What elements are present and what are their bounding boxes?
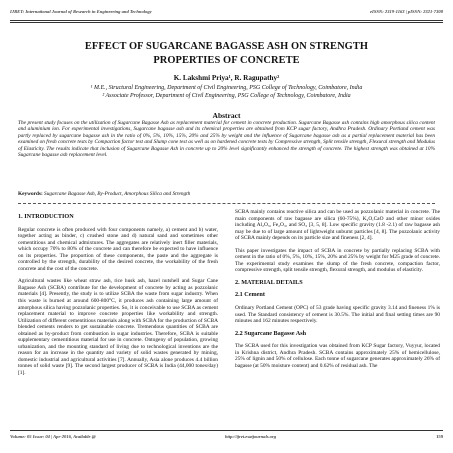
keywords-label: Keywords: bbox=[18, 191, 43, 197]
intro-paragraph-2: Agricultural wastes like wheat straw ash, rice husk ash, hazel nutshell and Sugar Cane Bagasse Ash (SCBA) contribute for the development of concrete by acting as pozzolanic materials [4]. Presently, the study is to utilize SCBA the waste from sugar industry. When this waste is burned at around 600-800°C, it produces ash containing large amount of amorphous silica having pozzolanic properties. So, it is conceivable to use SCBA as cement replacement material to improve concrete properties like workability and strength. Utilization of different cementitious materials along with SCBA for the production of SCBA blended cements renders to get sustainable concrete. Tremendous quantities of SCBA are obtained as by-product from combustion in sugar industries. Therefore, SCBA is suitable supplementary cementitious material for use in concrete. Ontogeny of population, growing urbanization, and the mounting standard of living due to technological inventions are the reason for an increase in the quantity and variety of solid wastes generated by mining, domestic industrial and agricultural activities [7]. Annually, Asia alone produces 4.4 billion tonnes of solid waste [9]. The second largest producer of SCBA is India (44,000 tones/day) [1]. bbox=[18, 278, 218, 377]
left-column bbox=[18, 212, 218, 383]
footer-volume: Volume: 05 Issue: 04 | Apr-2016, Available @ bbox=[10, 434, 96, 439]
intro-paragraph-1: Regular concrete is often produced with four components namely, a) cement and b) water, together acting as binder, c) crushed stone and d) natural sand and sometimes other cementitious and chemical admixtures. The aggregates are relatively inert filler materials, which occupy 70% to 80% of the concrete and can therefore be expected to have influence on its properties. The proportion of these components, the paste and the aggregate is controlled by the strength, durability of the desired concrete, the workability of the fresh concrete and the cost of the concrete. bbox=[18, 226, 218, 272]
paper-title bbox=[30, 40, 423, 68]
header-rule bbox=[10, 20, 443, 21]
paper-title-line1: EFFECT OF SUGARCANE BAGASSE ASH ON STRENGTH bbox=[84, 41, 369, 52]
abstract-heading: Abstract bbox=[212, 111, 241, 120]
footer-url-link[interactable]: http://ijret.esatjournals.org bbox=[225, 434, 277, 439]
journal-issn: eISSN: 2319-1163 | pISSN: 2321-7308 bbox=[370, 9, 443, 14]
intro-paragraph-4: This paper investigates the impact of SCBA in concrete by partially replacing SCBA with cement in the ratio of 0%, 5%, 10%, 15%, 20% and 25% by weight for M25 grade of concrete. The experimental study examines the slump of the fresh concrete, compaction factor, compressive strength, split tensile strength, flexural strength, and modulus of elasticity. bbox=[235, 247, 440, 274]
footer-rule bbox=[10, 430, 443, 431]
section-introduction-heading: 1. INTRODUCTION bbox=[18, 213, 74, 220]
journal-header bbox=[10, 9, 443, 19]
abstract-divider bbox=[18, 203, 435, 204]
section-cement-heading: 2.1 Cement bbox=[235, 291, 265, 299]
header-rule-second bbox=[10, 22, 443, 23]
paper-authors: K. Lakshmi Priya¹, R. Ragupathy² bbox=[173, 74, 280, 82]
section-material-details-heading: 2. MATERIAL DETAILS bbox=[235, 278, 303, 286]
abstract-text: The present study focuses on the utilization of Sugarcane Bagasse Ash as replacement material for cement in concrete production. Sugarcane Bagasse ash contains high amorphous silica content and aluminium ion. For experimental investigations, Sugarcane bagasse ash and its chemical properties are obtained from KCP sugar factory, Andhra Pradesh. Ordinary Portland cement was partly replaced by sugarcane bagasse ash in the ratio of 0%, 5%, 10%, 15%, 20% and 25% by weight and the influence of Sugarcane bagasse ash as a partial replacement material has been examined on fresh concrete tests by Compaction factor test and Slump cone test as well as on hardened concrete tests by Compressive strength, Split tensile strength, Flexural strength and Modulus of Elasticity. The results indicate that inclusion of Sugarcane Bagasse Ash in concrete up to 20% level significantly enhanced the strength of concrete. The highest strength was obtained at 10% Sugarcane bagasse ash replacement level. bbox=[18, 120, 435, 159]
affiliation-1: ¹ M.E., Structural Engineering, Department of Civil Engineering, PSG College of Technology, Coimbatore, India bbox=[90, 85, 363, 91]
page-number: 159 bbox=[436, 434, 443, 439]
keywords bbox=[18, 191, 435, 197]
section-scba-heading: 2.2 Sugarcane Bagasse Ash bbox=[235, 329, 307, 337]
keywords-text: Sugarcane Bagasse Ash, By-Product, Amorphous Silica and Strength bbox=[44, 191, 191, 197]
scba-paragraph: The SCBA used for this investigation was obtained from KCP Sugar factory, Vuyyur, located in Krishna district, Andhra Pradesh. SCBA contains approximately 25% of hemicellulose, 25% of lignin and 50% of cellulose. Each tonne of sugarcane generates approximately 26% of bagasse (at 50% moisture content) and 0.62% of residual ash. The bbox=[235, 343, 440, 369]
paper-title-line2: PROPERTIES OF CONCRETE bbox=[153, 55, 300, 66]
right-column bbox=[235, 209, 440, 375]
journal-name: IJRET: International Journal of Research in Engineering and Technology bbox=[10, 9, 152, 14]
affiliation-2: ² Associate Professor, Department of Civil Engineering, PSG College of Technology, Coimbatore, India bbox=[102, 93, 351, 99]
intro-paragraph-3: SCBA mainly contains reactive silica and can be used as pozzolanic material in concrete. The main components of raw bagasse are silica (60-75%), K₂O,CaO and other minor oxides including Al₂O₃, Fe₂O₃, and SO₃ [3, 5, 8]. Low specific gravity (1.8 -2.1) of raw bagasse ash may be due to of large amount of lightweight unburnt particles [4, 8]. The pozzolanic activity of SCBA mainly depends on its particle size and fineness [2, 4]. bbox=[235, 209, 440, 242]
cement-paragraph: Ordinary Portland Cement (OPC) of 53 grade having specific gravity 3.14 and fineness 1% is used. The Standard consistency of cement is 30.5%. The initial and final setting times are 90 minutes and 162 minutes respectively. bbox=[235, 305, 440, 325]
